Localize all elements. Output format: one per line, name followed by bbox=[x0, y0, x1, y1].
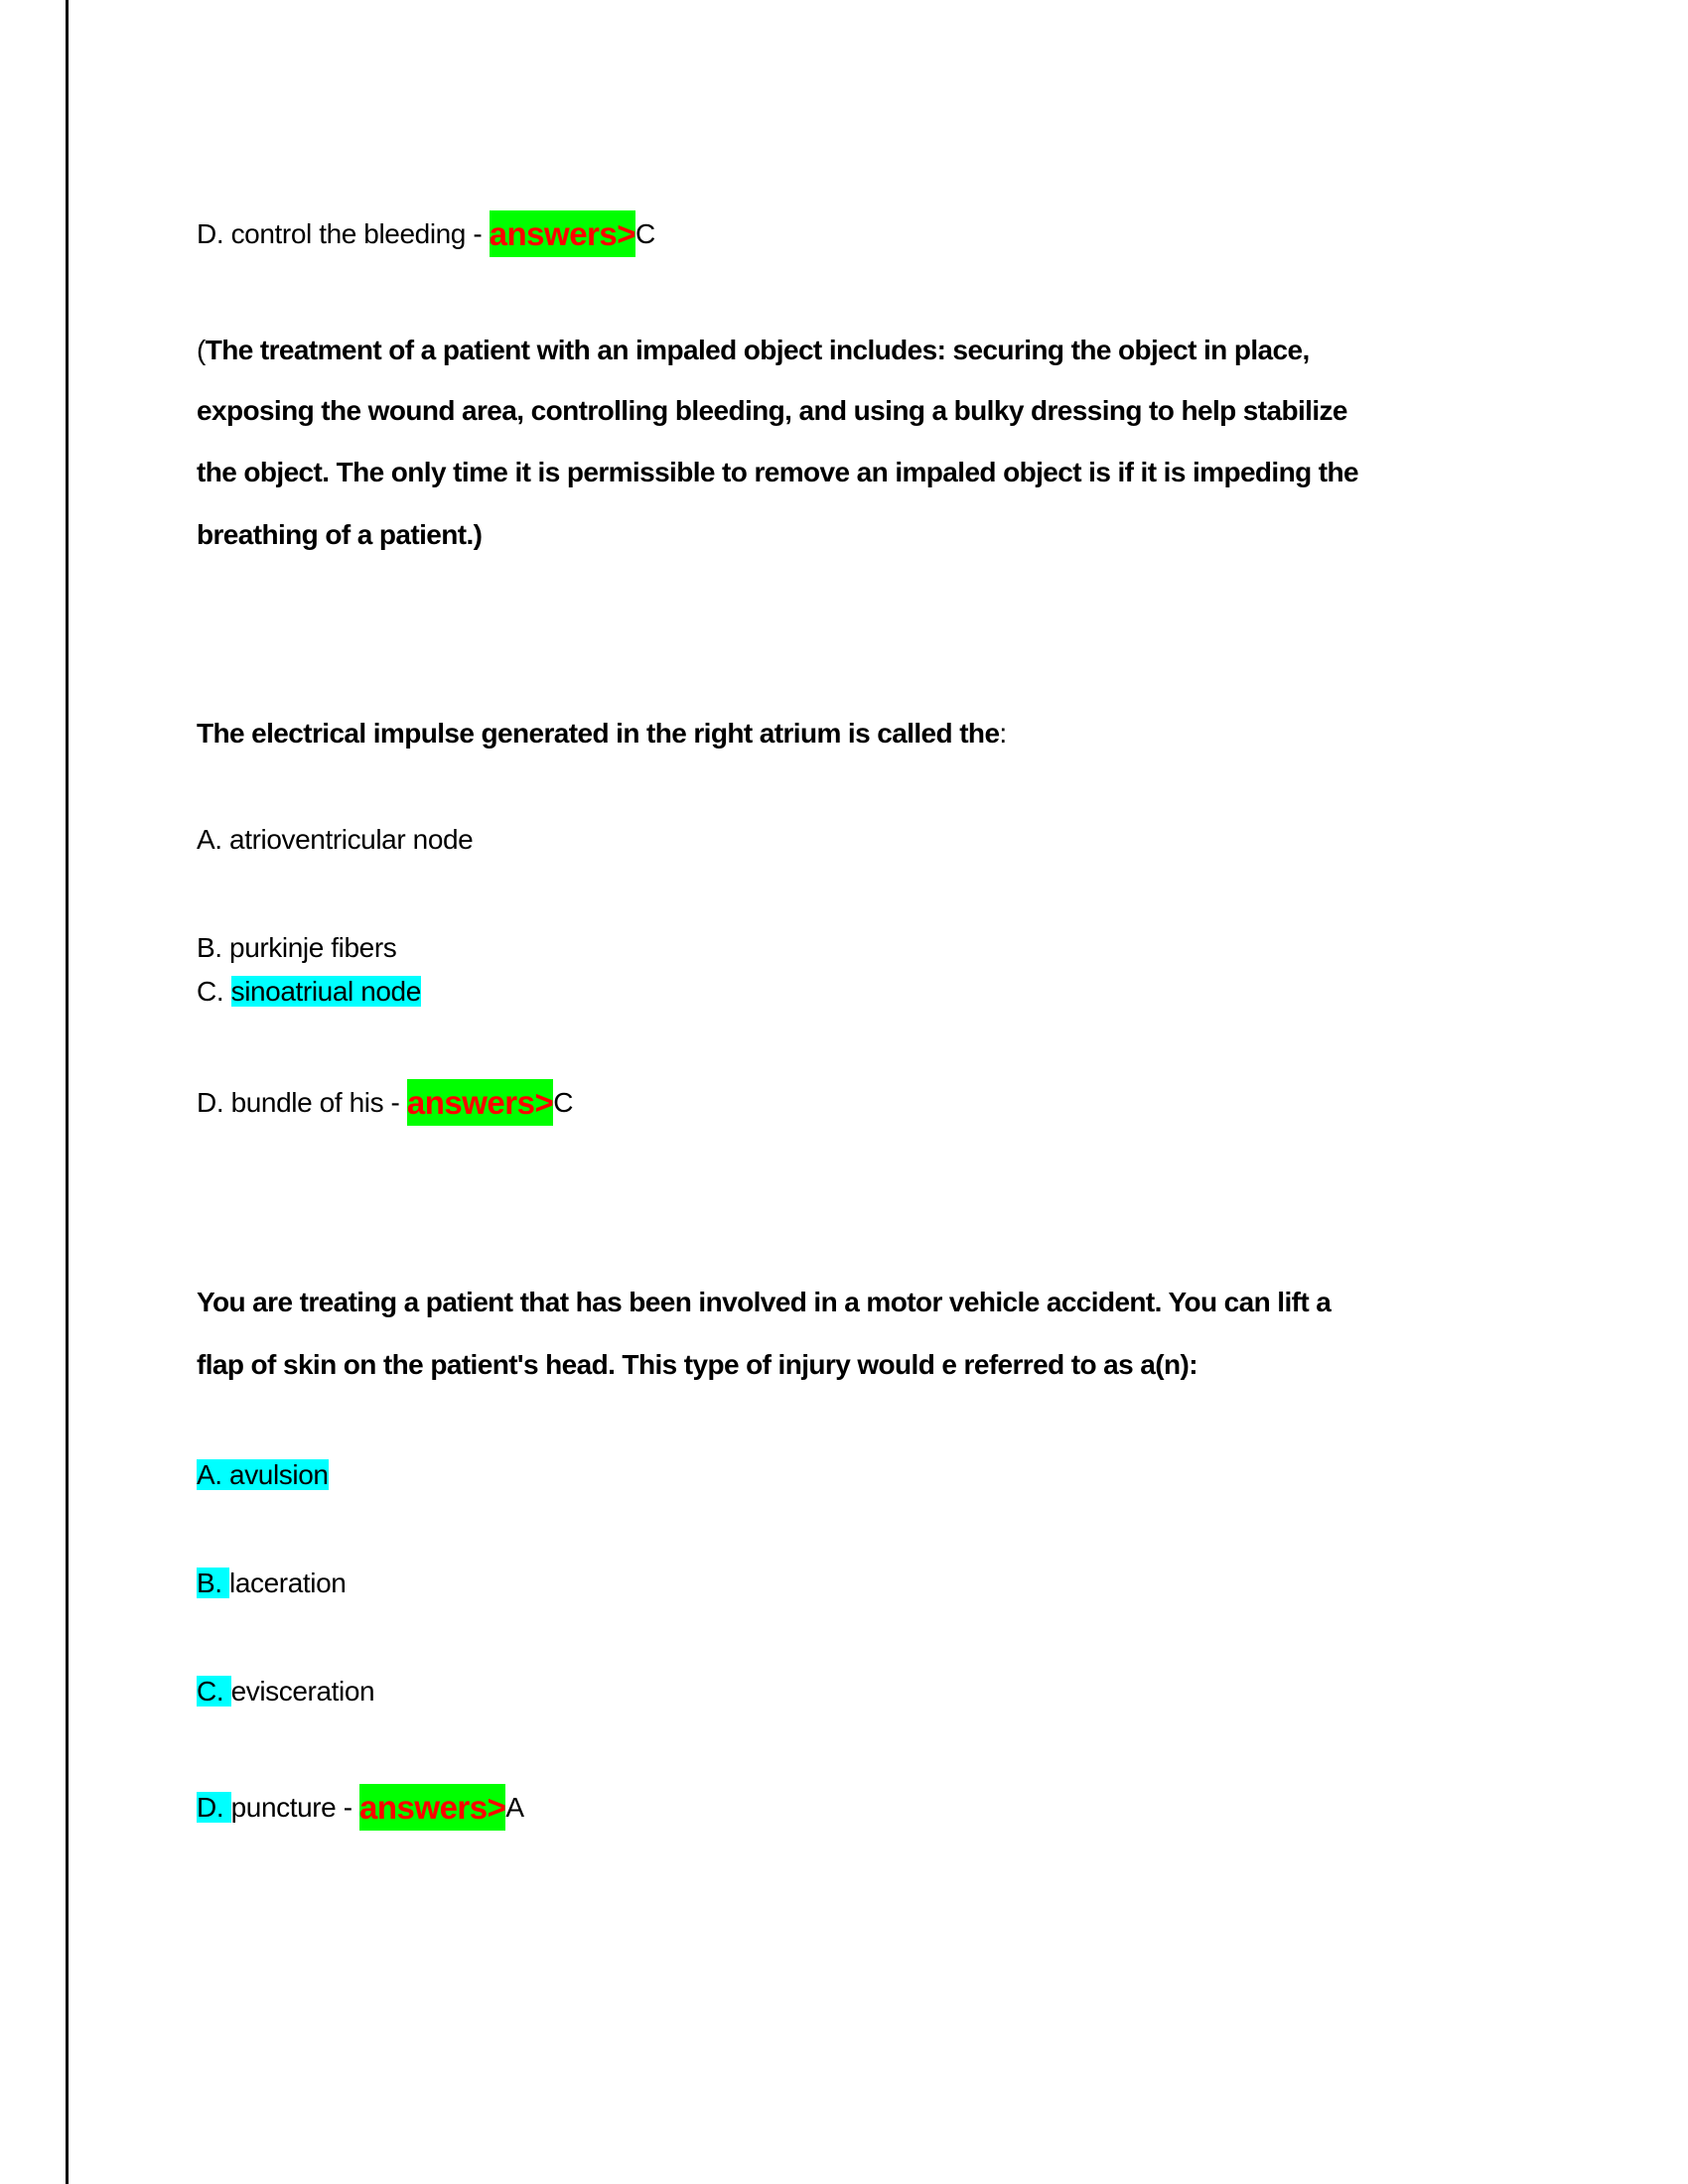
option-letter: D. bbox=[197, 1792, 231, 1823]
q2-option-b: B. purkinje fibers bbox=[197, 932, 397, 963]
option-letter: B. bbox=[197, 1568, 230, 1599]
paren: ( bbox=[197, 335, 206, 366]
question-text: The electrical impulse generated in the right atrium is called the bbox=[197, 718, 1000, 750]
answer-label: answers> bbox=[359, 1784, 505, 1831]
option-letter: C. bbox=[197, 976, 231, 1008]
colon: : bbox=[999, 718, 1007, 750]
q1-explanation-line-4: breathing of a patient.) bbox=[197, 519, 483, 550]
q3-option-c bbox=[197, 1669, 374, 1711]
answer-label: answers> bbox=[490, 210, 635, 257]
option-text: puncture - bbox=[230, 1792, 360, 1823]
option-letter: C. bbox=[197, 1676, 231, 1707]
option-text: evisceration bbox=[230, 1676, 375, 1707]
q3-option-b bbox=[197, 1561, 346, 1603]
q3-option-a bbox=[197, 1452, 329, 1495]
explanation-text: The treatment of a patient with an impaled object includes: securing the object in place, bbox=[205, 335, 1310, 366]
q1-explanation-line-3: the object. The only time it is permissible to remove an impaled object is if it is impeding the bbox=[197, 457, 1358, 487]
answer-value: A bbox=[505, 1792, 524, 1823]
option-text: laceration bbox=[229, 1568, 347, 1599]
q1-explanation-line-2: exposing the wound area, controlling bleeding, and using a bulky dressing to help stabilize bbox=[197, 395, 1347, 426]
q3-question-line-1: You are treating a patient that has been involved in a motor vehicle accident. You can lift a bbox=[197, 1287, 1332, 1317]
q2-option-c bbox=[197, 969, 421, 1012]
q3-option-d bbox=[197, 1784, 524, 1831]
answer-label: answers> bbox=[407, 1079, 553, 1126]
answer-value: C bbox=[635, 218, 655, 249]
answer-value: C bbox=[553, 1087, 574, 1118]
highlighted-option-text: sinoatriual node bbox=[230, 976, 421, 1008]
q2-question bbox=[197, 711, 1007, 753]
q3-question-line-2: flap of skin on the patient's head. This type of injury would e referred to as a(n): bbox=[197, 1349, 1197, 1380]
highlighted-option-text: A. avulsion bbox=[197, 1459, 329, 1491]
q1-option-d bbox=[197, 210, 655, 257]
q1-explanation-line-1 bbox=[197, 328, 1310, 370]
q2-option-a: A. atrioventricular node bbox=[197, 824, 474, 855]
option-text: D. control the bleeding - bbox=[197, 218, 490, 249]
page-left-border bbox=[66, 0, 69, 2184]
option-text: D. bundle of his - bbox=[197, 1087, 407, 1118]
q2-option-d bbox=[197, 1079, 573, 1126]
